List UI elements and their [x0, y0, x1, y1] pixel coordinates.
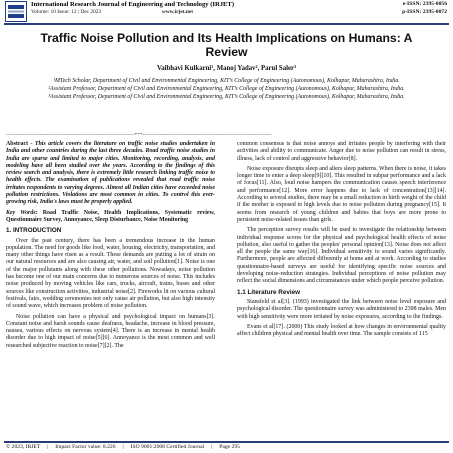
page-footer: © 2023, IRJET | Impact Factor value: 8.226 | ISO 9001:2008 Certified Journal | Page 295	[6, 444, 240, 450]
footer-iso: ISO 9001:2008 Certified Journal	[130, 444, 205, 450]
keywords	[6, 210, 215, 225]
footer-page-number: Page 295	[219, 444, 240, 450]
review-paragraph-1: Stansfeld et al[3]. (1993) investigated the link between noise level exposure and psychological disorder. The questionnaire survey was administered to 2398 males. Men with high sensitivity were more irritated by noise exposures, according to the findings.	[237, 298, 446, 320]
abstract-label: Abstract -	[6, 141, 33, 147]
abstract-text: This article covers the literature on traffic noise studies undertaken in India and other countries during the last three decades. Road traffic noise studies in India are sparse and limited to major cities. Monitoring, recording, analysis, and modeling have all been studied over the years. According to the findings of this review search and analysis, there is extremely little research linking traffic noise to health effects. The examination of publications revealed that road traffic noise irritates respondents to varying degrees. Almost all Indian cities have exceeded noise pollution restrictions. Violations are most common in cities. To control this ever-growing risk, India's laws must be properly applied.	[6, 141, 215, 206]
right-paragraph-1: common consensus is that noise annoys and irritates people by interfering with their activities and ability to communicate. Anger due to noise pollution can result in stress, illness, lack of control and aggressive behavior[8].	[237, 141, 446, 162]
journal-volume-line	[31, 9, 361, 16]
section-heading-introduction: 1. INTRODUCTION	[6, 227, 62, 235]
journal-header	[0, 0, 453, 24]
intro-paragraph-1: Over the past century, there has been a tremendous increase in the human population. The need for goods like food, water, housing, electricity, transportation, and many other things have risen as a result. These demands are putting a lot of strain on our natural resources and are also causing air, water, and soil pollution[1]. Noise is one of the major pollutants along with these other pollutions. Nowadays, noise pollution has become one of our main concerns due to numerous sources of noise. This includes noise produced by moving vehicles like cars, trucks, aircraft, trains, buses and other sources like construction activities, industrial noise[2]. Fireworks lit on various cultural festivals, fairs, wedding ceremonies not only cause air pollution, but also high intensity of sound wave, which increases problem of noise pollution.	[6, 237, 215, 310]
footer-divider	[4, 441, 449, 443]
keywords-text: Road Traffic Noise, Health Implications, Systematic review, Questionnaire Survey, Annoyance, Sleep Disturbance, Noise Monitoring	[6, 209, 215, 223]
affiliation-3: ³Assistant Professor, Department of Civil and Environmental Engineering, KIT’s College of Engineering (Autonomous), Kolhapur, Maharashtra, India.	[48, 93, 405, 100]
paper-title: Traffic Noise Pollution and Its Health Implications on Humans: A Review	[40, 31, 413, 59]
section-heading-literature-review: 1.1 Literature Review	[237, 288, 300, 296]
left-column	[6, 141, 215, 353]
footer-copyright: © 2023, IRJET	[6, 444, 41, 450]
journal-website[interactable]: www.irjet.net	[161, 9, 194, 15]
volume-issue: Volume: 10 Issue: 12 | Dec 2023	[31, 9, 102, 15]
right-paragraph-3: The perception survey results will be used to investigate the relationship between individual response scores for the physical and psychological health effects of noise pollution, also useful to gather the peoples' personal opinion[13]. Noise does not affect all the people the same way[16]. Individual sensitivity to sound varies significantly. Furthermore, people are affected differently at home and at work. According to studies questionnaire-based surveys are useful for identifying specific noise sources and developing noise-reduction strategies. Individual perceptions of noise pollution may reflect the social dimensions and circumstances under which people perceive pollution.	[237, 227, 446, 285]
e-issn: e-ISSN: 2395-0056	[402, 1, 447, 7]
journal-name: International Research Journal of Engineering and Technology (IRJET)	[31, 1, 235, 8]
keywords-label: Key Words:	[6, 209, 38, 216]
right-column	[237, 141, 446, 341]
p-issn: p-ISSN: 2395-0072	[402, 8, 447, 15]
affiliation-2: ²Assistant Professor, Department of Civil and Environmental Engineering, KIT’s College of Engineering (Autonomous), Kolhapur, Maharashtra, India.	[48, 85, 405, 92]
issn-block	[402, 1, 447, 16]
section-separator: ---------------------------------------------------------------------***---------------------------------------------------------------------	[6, 133, 272, 138]
abstract	[6, 141, 215, 207]
intro-paragraph-2: Noise pollution can have a physical and psychological impact on humans[3]. Constant noise and harsh sounds cause deafness, headache, increase in blood pressure, nausea, various effects on nervous system[4]. There is an increase in mental health disorder due to high impact of noise[5][6]. Annoyance is the most common and well researched subjective reaction to noise[7][2]. The	[6, 313, 215, 349]
footer-impact-factor: Impact Factor value: 8.226	[55, 444, 116, 450]
author-list: Vaibhavi Kulkarni¹, Manoj Yadav², Parul Saler³	[156, 65, 297, 72]
header-divider	[4, 23, 449, 25]
right-paragraph-2: Noise exposure disrupts sleep and alters sleep patterns. When there is noise, it takes longer time to enter a deep sleep[9][10]. This resulted in subpar performance and a lack of focus[11]. Also, loud noise hampers the communication causes speech interference and performance[12]. More error happens due to lack of concentration[13][14]. According to several studies, there may be a small reduction in birth weight of the child if the mother is exposed to high levels due to noise pollution during pregnancy[15]. It seems from research of young children and babies that boys are more prone to persistent noise-related issues than girls.	[237, 165, 446, 223]
review-paragraph-2: Evans et al[17]. (2000) This study looked at how changes in environmental quality affect children physical and mental health over time. The sample consists of 115	[237, 323, 446, 338]
affiliation-1: ¹MTech Scholar, Department of Civil and Environmental Engineering, KIT’s College of Engineering (Autonomous), Kolhapur, Maharashtra, India.	[53, 78, 400, 84]
irjet-logo-icon	[5, 1, 27, 22]
affiliations	[20, 78, 433, 102]
